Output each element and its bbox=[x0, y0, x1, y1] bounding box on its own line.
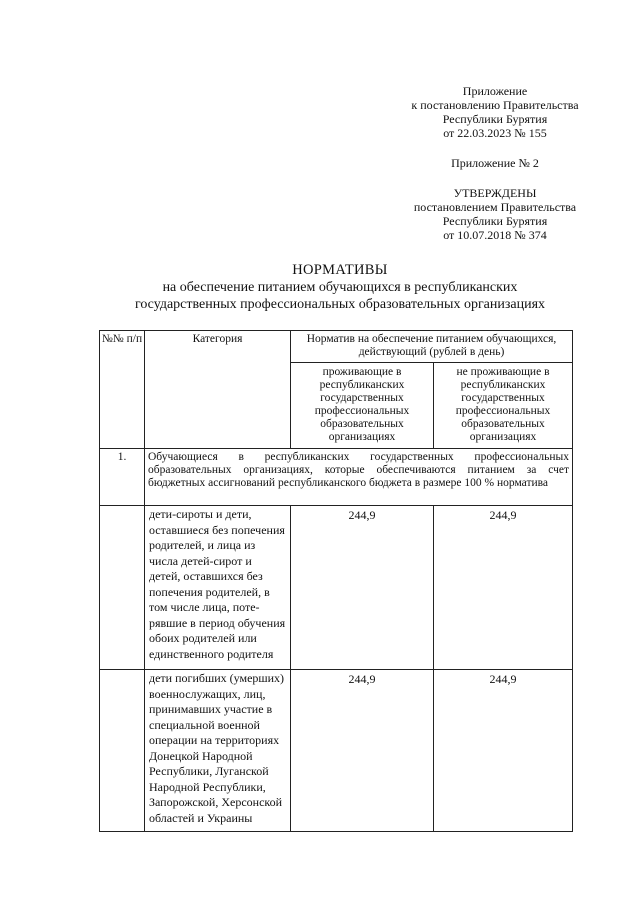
approved-line: УТВЕРЖДЕНЫ bbox=[453, 186, 537, 200]
appendix-2-line: Приложение № 2 bbox=[451, 156, 539, 170]
row-number-cell bbox=[100, 506, 145, 670]
table-row bbox=[100, 670, 573, 832]
section-number: 1. bbox=[100, 449, 145, 506]
row-number-cell bbox=[100, 670, 145, 832]
subtitle-line: государственных профессиональных образовательных организациях bbox=[134, 297, 546, 312]
subheader-living: проживающие в республиканских государственных профессиональных образовательных организациях bbox=[291, 363, 434, 449]
document-subtitle bbox=[60, 279, 620, 313]
row-category: дети-сироты и дети, оставшиеся без попечения родителей, и лица из числа детей-сирот и детей, оставшихся без попечения родителей, в том числе лица, потерявшие в период обучения обоих родителей или единственного родителя bbox=[145, 506, 291, 670]
appendix-1-block bbox=[395, 84, 595, 140]
subheader-not-living: не проживающие в республиканских государственных профессиональных образовательных организациях bbox=[434, 363, 573, 449]
norms-table bbox=[99, 330, 573, 832]
row-category: дети погибших (умерших) военнослужащих, лиц, принимавших участие в специальной военной операции на территориях Донецкой Народной Республики, Луганской Народной Республики, Запорожской, Херсонской областей и Украины bbox=[145, 670, 291, 832]
appendix-1-line: Приложение bbox=[462, 84, 528, 98]
appendix-2-label bbox=[395, 156, 595, 170]
row-value-living: 244,9 bbox=[291, 506, 434, 670]
header-norm: Норматив на обеспечение питанием обучающихся, действующий (рублей в день) bbox=[291, 331, 573, 363]
appendix-1-line: Республики Бурятия bbox=[442, 112, 548, 126]
table-row bbox=[100, 506, 573, 670]
approved-line: от 10.07.2018 № 374 bbox=[443, 228, 547, 242]
row-value-not-living: 244,9 bbox=[434, 670, 573, 832]
subtitle-line: на обеспечение питанием обучающихся в республиканских bbox=[162, 280, 518, 295]
row-value-not-living: 244,9 bbox=[434, 506, 573, 670]
appendix-1-line: к постановлению Правительства bbox=[411, 98, 579, 112]
document-title: НОРМАТИВЫ bbox=[292, 262, 388, 278]
row-value-living: 244,9 bbox=[291, 670, 434, 832]
approved-block bbox=[395, 186, 595, 242]
section-text: Обучающиеся в республиканских государственных профессиональных образовательных организациях, которые обеспечиваются питанием за счет бюджетных ассигнований республиканского бюджета в размере 100 % норматива bbox=[145, 449, 573, 506]
table-section-row bbox=[100, 449, 573, 506]
header-category: Категория bbox=[145, 331, 291, 449]
header-number: №№ п/п bbox=[100, 331, 145, 449]
approved-line: постановлением Правительства bbox=[413, 200, 577, 214]
table-header-row bbox=[100, 331, 573, 363]
approved-line: Республики Бурятия bbox=[442, 214, 548, 228]
appendix-1-line: от 22.03.2023 № 155 bbox=[443, 126, 547, 140]
